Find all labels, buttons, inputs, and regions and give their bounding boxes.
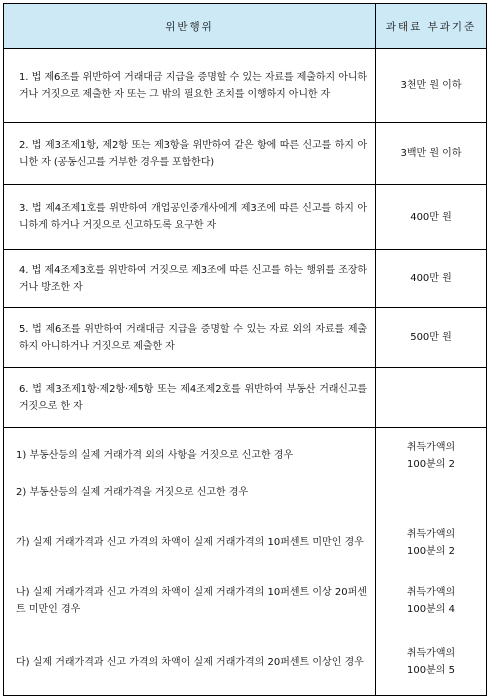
fine-line-1: 취득가액의 xyxy=(406,648,456,660)
sub-fine-cell xyxy=(376,514,487,572)
sub-fine-cell xyxy=(376,484,487,514)
sub-row xyxy=(4,514,487,572)
fine-cell: 3천만 원 이하 xyxy=(376,49,487,123)
sub-violation-cell: 가) 실제 거래가격과 신고 가격의 차액이 실제 거래가격의 10퍼센트 미만인 경우 xyxy=(4,514,376,572)
sub-fine-cell xyxy=(376,572,487,630)
header-fine: 과태료 부과기준 xyxy=(376,4,487,49)
violation-cell: 3. 법 제4조제1호를 위반하여 개업공인중개사에게 제3조에 따른 신고를 하지 아니하게 하거나 거짓으로 신고하도록 요구한 자 xyxy=(4,185,376,250)
sub-fine-cell xyxy=(376,630,487,696)
fine-cell xyxy=(376,368,487,428)
sub-violation-cell: 1) 부동산등의 실제 거래가격 외의 사항을 거짓으로 신고한 경우 xyxy=(4,428,376,484)
violation-cell: 4. 법 제4조제3호를 위반하여 거짓으로 제3조에 따른 신고를 하는 행위를 조장하거나 방조한 자 xyxy=(4,250,376,308)
fine-cell: 400만 원 xyxy=(376,185,487,250)
fine-line-2: 100분의 2 xyxy=(407,545,455,557)
sub-violation-cell: 나) 실제 거래가격과 신고 가격의 차액이 실제 거래가격의 10퍼센트 이상 20퍼센트 미만인 경우 xyxy=(4,572,376,630)
fine-cell: 3백만 원 이하 xyxy=(376,123,487,185)
violation-cell: 2. 법 제3조제1항, 제2항 또는 제3항을 위반하여 같은 항에 따른 신고를 하지 아니한 자 (공동신고를 거부한 경우를 포함한다) xyxy=(4,123,376,185)
fine-line-1: 취득가액의 xyxy=(406,441,456,453)
fine-line-2: 100분의 2 xyxy=(407,458,455,470)
table-row xyxy=(4,368,487,428)
table-row xyxy=(4,49,487,123)
table-header-row xyxy=(4,4,487,49)
sub-row xyxy=(4,484,487,514)
fine-line-1: 취득가액의 xyxy=(406,586,456,598)
fine-cell: 500만 원 xyxy=(376,308,487,368)
sub-violation-cell: 다) 실제 거래가격과 신고 가격의 차액이 실제 거래가격의 20퍼센트 이상인 경우 xyxy=(4,630,376,696)
table-row xyxy=(4,185,487,250)
table-row xyxy=(4,250,487,308)
sub-fine-cell xyxy=(376,428,487,484)
violation-cell: 1. 법 제6조를 위반하여 거래대금 지급을 증명할 수 있는 자료를 제출하지 아니하거나 거짓으로 제출한 자 또는 그 밖의 필요한 조치를 이행하지 아니한 자 xyxy=(4,49,376,123)
fine-line-2: 100분의 4 xyxy=(407,603,455,615)
violation-cell: 5. 법 제6조를 위반하여 거래대금 지급을 증명할 수 있는 자료 외의 자료를 제출하지 아니하거나 거짓으로 제출한 자 xyxy=(4,308,376,368)
fine-line-1: 취득가액의 xyxy=(406,528,456,540)
violation-cell: 6. 법 제3조제1항·제2항·제5항 또는 제4조제2호를 위반하여 부동산 거래신고를 거짓으로 한 자 xyxy=(4,368,376,428)
sub-violation-cell: 2) 부동산등의 실제 거래가격을 거짓으로 신고한 경우 xyxy=(4,484,376,514)
penalty-table xyxy=(3,3,487,696)
table-row xyxy=(4,123,487,185)
sub-row xyxy=(4,630,487,696)
table-row xyxy=(4,308,487,368)
fine-cell: 400만 원 xyxy=(376,250,487,308)
fine-line-2: 100분의 5 xyxy=(407,665,455,677)
header-violation: 위반행위 xyxy=(4,4,376,49)
sub-row xyxy=(4,428,487,484)
sub-row xyxy=(4,572,487,630)
